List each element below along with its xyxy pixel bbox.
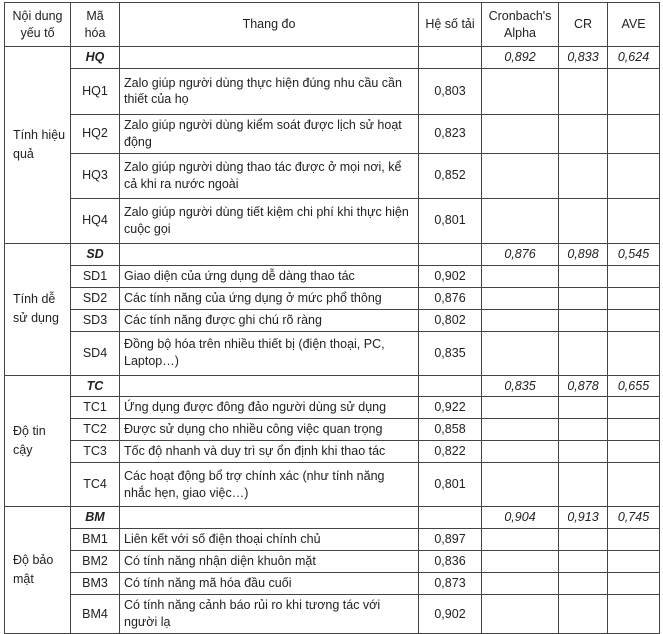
table-row xyxy=(5,114,660,153)
table-row xyxy=(5,287,660,309)
ave-value: 0,624 xyxy=(608,47,660,69)
group-code: HQ xyxy=(71,47,120,69)
table-row xyxy=(5,397,660,419)
table-row xyxy=(5,441,660,463)
reliability-table xyxy=(4,2,660,634)
group-row xyxy=(5,507,660,529)
item-code: SD1 xyxy=(71,265,120,287)
item-code: TC1 xyxy=(71,397,120,419)
alpha-value: 0,876 xyxy=(482,243,559,265)
item-code: SD3 xyxy=(71,309,120,331)
group-name: Tính dễ sử dụng xyxy=(5,243,71,375)
group-name: Tính hiệu quả xyxy=(5,47,71,244)
ave-value: 0,655 xyxy=(608,375,660,397)
table-row xyxy=(5,309,660,331)
table-row xyxy=(5,595,660,634)
item-loading: 0,873 xyxy=(419,573,482,595)
group-hq xyxy=(5,47,660,244)
header-ave: AVE xyxy=(608,3,660,47)
cr-value: 0,878 xyxy=(559,375,608,397)
table-row xyxy=(5,68,660,114)
item-code: HQ4 xyxy=(71,198,120,243)
header-cr: CR xyxy=(559,3,608,47)
table-row xyxy=(5,529,660,551)
item-code: BM1 xyxy=(71,529,120,551)
item-loading: 0,922 xyxy=(419,397,482,419)
item-loading: 0,902 xyxy=(419,595,482,634)
item-text: Liên kết với số điện thoại chính chủ xyxy=(120,529,419,551)
header-row xyxy=(5,3,660,47)
item-loading: 0,836 xyxy=(419,551,482,573)
item-text: Giao diện của ứng dụng dễ dàng thao tác xyxy=(120,265,419,287)
group-code: SD xyxy=(71,243,120,265)
item-code: SD4 xyxy=(71,331,120,375)
table-row xyxy=(5,419,660,441)
cr-value: 0,833 xyxy=(559,47,608,69)
header-code: Mã hóa xyxy=(71,3,120,47)
item-loading: 0,801 xyxy=(419,463,482,507)
group-bm xyxy=(5,507,660,634)
item-text: Các hoạt động bổ trợ chính xác (như tính năng nhắc hẹn, giao việc…) xyxy=(120,463,419,507)
item-text: Các tính năng của ứng dụng ở mức phổ thông xyxy=(120,287,419,309)
item-code: SD2 xyxy=(71,287,120,309)
item-text: Zalo giúp người dùng thao tác được ở mọi nơi, kể cả khi ra nước ngoài xyxy=(120,153,419,198)
alpha-value: 0,892 xyxy=(482,47,559,69)
item-loading: 0,802 xyxy=(419,309,482,331)
table-row xyxy=(5,331,660,375)
alpha-value: 0,904 xyxy=(482,507,559,529)
item-code: TC4 xyxy=(71,463,120,507)
table-row xyxy=(5,463,660,507)
group-name: Độ bảo mật xyxy=(5,507,71,634)
cr-value: 0,898 xyxy=(559,243,608,265)
item-code: HQ3 xyxy=(71,153,120,198)
table-row xyxy=(5,198,660,243)
item-loading: 0,835 xyxy=(419,331,482,375)
header-alpha: Cronbach's Alpha xyxy=(482,3,559,47)
item-loading: 0,801 xyxy=(419,198,482,243)
group-row xyxy=(5,243,660,265)
group-name: Độ tin cậy xyxy=(5,375,71,507)
item-text: Zalo giúp người dùng thực hiện đúng nhu cầu cần thiết của họ xyxy=(120,68,419,114)
item-text: Có tính năng cảnh báo rủi ro khi tương tác với người lạ xyxy=(120,595,419,634)
cr-value: 0,913 xyxy=(559,507,608,529)
group-tc xyxy=(5,375,660,507)
item-loading: 0,858 xyxy=(419,419,482,441)
item-text: Được sử dụng cho nhiều công việc quan trọng xyxy=(120,419,419,441)
table-row xyxy=(5,265,660,287)
item-text: Có tính năng nhận diện khuôn mặt xyxy=(120,551,419,573)
item-loading: 0,897 xyxy=(419,529,482,551)
table-row xyxy=(5,573,660,595)
item-code: TC2 xyxy=(71,419,120,441)
item-code: HQ1 xyxy=(71,68,120,114)
item-text: Tốc độ nhanh và duy trì sự ổn định khi thao tác xyxy=(120,441,419,463)
item-text: Zalo giúp người dùng tiết kiệm chi phí khi thực hiện cuộc gọi xyxy=(120,198,419,243)
item-text: Có tính năng mã hóa đầu cuối xyxy=(120,573,419,595)
table-row xyxy=(5,153,660,198)
ave-value: 0,745 xyxy=(608,507,660,529)
header-loading: Hệ số tải xyxy=(419,3,482,47)
item-code: BM2 xyxy=(71,551,120,573)
item-code: TC3 xyxy=(71,441,120,463)
item-code: BM3 xyxy=(71,573,120,595)
group-row xyxy=(5,47,660,69)
header-scale: Thang đo xyxy=(120,3,419,47)
item-text: Các tính năng được ghi chú rõ ràng xyxy=(120,309,419,331)
item-loading: 0,876 xyxy=(419,287,482,309)
group-code: TC xyxy=(71,375,120,397)
ave-value: 0,545 xyxy=(608,243,660,265)
group-sd xyxy=(5,243,660,375)
item-text: Ứng dụng được đông đảo người dùng sử dụng xyxy=(120,397,419,419)
item-code: BM4 xyxy=(71,595,120,634)
item-loading: 0,822 xyxy=(419,441,482,463)
item-text: Đồng bộ hóa trên nhiều thiết bị (điện thoại, PC, Laptop…) xyxy=(120,331,419,375)
item-code: HQ2 xyxy=(71,114,120,153)
group-row xyxy=(5,375,660,397)
header-group: Nội dung yếu tố xyxy=(5,3,71,47)
item-loading: 0,852 xyxy=(419,153,482,198)
item-loading: 0,803 xyxy=(419,68,482,114)
item-loading: 0,902 xyxy=(419,265,482,287)
item-loading: 0,823 xyxy=(419,114,482,153)
table-row xyxy=(5,551,660,573)
alpha-value: 0,835 xyxy=(482,375,559,397)
item-text: Zalo giúp người dùng kiểm soát được lịch sử hoạt động xyxy=(120,114,419,153)
group-code: BM xyxy=(71,507,120,529)
